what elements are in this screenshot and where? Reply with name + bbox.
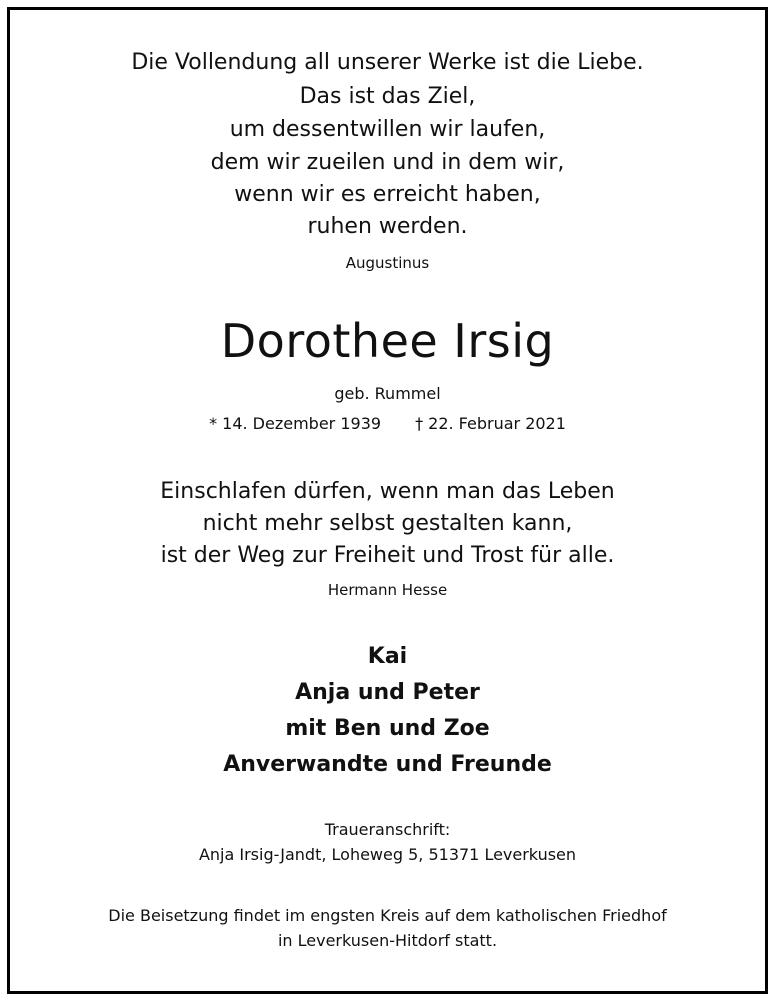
quote1-line: Das ist das Ziel, [299,84,476,109]
birth-name: geb. Rummel [334,384,441,403]
mourner-line: Kai [367,644,408,669]
address-value: Anja Irsig-Jandt, Loheweg 5, 51371 Leverkusen [198,845,577,864]
mourner-line: Anverwandte und Freunde [223,752,552,777]
quote1-line: ruhen werden. [307,214,468,239]
life-dates [0,414,775,433]
quote2-line: Einschlafen dürfen, wenn man das Leben [160,479,615,504]
deceased-name: Dorothee Irsig [220,314,555,368]
quote2-author: Hermann Hesse [327,581,448,599]
mourner-line: Anja und Peter [295,680,480,705]
quote2-line: ist der Weg zur Freiheit und Trost für alle. [160,543,615,568]
quote1-line: Die Vollendung all unserer Werke ist die Liebe. [131,50,644,75]
burial-line: in Leverkusen-Hitdorf statt. [277,931,498,950]
burial-line: Die Beisetzung findet im engsten Kreis auf dem katholischen Friedhof [108,906,667,925]
birth-date: * 14. Dezember 1939 [209,414,382,433]
mourner-line: mit Ben und Zoe [285,716,490,741]
address-label: Traueranschrift: [324,820,451,839]
quote1-line: wenn wir es erreicht haben, [234,182,541,207]
quote1-line: dem wir zueilen und in dem wir, [210,150,565,175]
quote1-author: Augustinus [345,254,430,272]
death-date: † 22. Februar 2021 [415,414,566,433]
quote1-line: um dessentwillen wir laufen, [229,117,546,142]
quote2-line: nicht mehr selbst gestalten kann, [202,511,573,536]
